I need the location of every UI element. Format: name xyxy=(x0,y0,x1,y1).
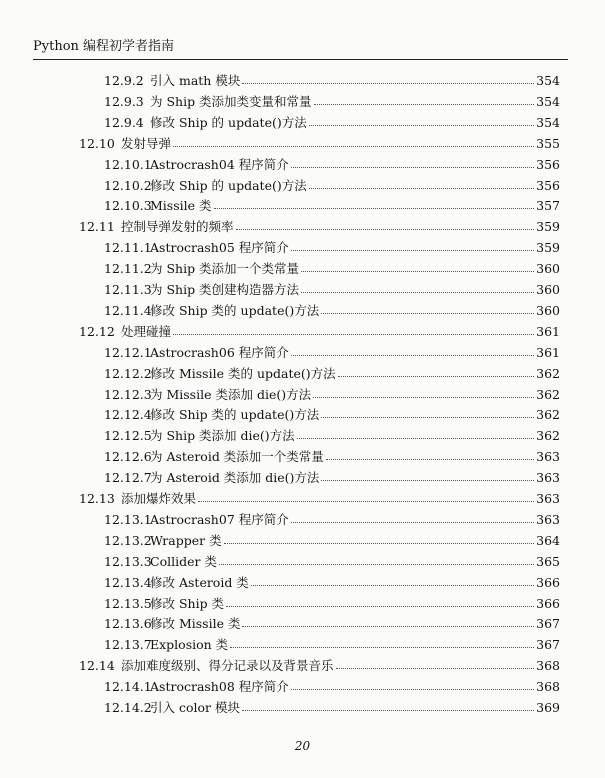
dot-leader xyxy=(226,605,534,607)
toc-entry-number: 12.12.3 xyxy=(104,386,152,402)
dot-leader xyxy=(242,709,534,711)
toc-entry-title: Explosion 类 xyxy=(150,637,229,653)
toc-subsection-entry xyxy=(104,277,560,297)
page-number: 20 xyxy=(294,739,311,753)
toc-subsection-entry xyxy=(104,507,560,527)
toc-entry-title: 修改 Ship 的 update()方法 xyxy=(150,177,307,193)
toc-entry-title: 为 Asteroid 类添加一个类常量 xyxy=(150,449,324,465)
toc-entry-number: 12.13.5 xyxy=(104,595,152,611)
dot-leader xyxy=(242,625,534,627)
dot-leader xyxy=(242,82,534,84)
toc-subsection-entry xyxy=(104,465,560,485)
toc-entry-title: 修改 Missile 类 xyxy=(150,616,241,632)
toc-entry-number: 12.12.4 xyxy=(104,407,152,423)
toc-entry-number: 12.11 xyxy=(79,219,115,235)
toc-entry-title: 修改 Asteroid 类 xyxy=(150,574,249,590)
toc-entry-page: 362 xyxy=(536,428,560,444)
toc-entry-number: 12.13.1 xyxy=(104,511,152,527)
dot-leader xyxy=(309,187,534,189)
toc-entry-page: 354 xyxy=(536,114,560,130)
toc-entry-page: 366 xyxy=(536,595,560,611)
toc-subsection-entry xyxy=(104,632,560,652)
dot-leader xyxy=(321,416,534,418)
dot-leader xyxy=(251,584,534,586)
toc-entry-title: 为 Ship 类添加一个类常量 xyxy=(150,261,300,277)
toc-entry-number: 12.13 xyxy=(79,491,115,506)
toc-entry-page: 365 xyxy=(536,553,560,569)
dot-leader xyxy=(291,354,534,356)
dot-leader xyxy=(338,375,535,377)
toc-entry-page: 354 xyxy=(536,73,560,88)
toc-entry-page: 359 xyxy=(536,240,560,256)
dot-leader xyxy=(291,166,534,168)
toc-entry-title: 引入 math 模块 xyxy=(150,73,241,88)
toc-entry-page: 361 xyxy=(536,323,560,339)
toc-entry-title: Missile 类 xyxy=(150,198,212,214)
toc-subsection-entry xyxy=(104,361,560,381)
running-header: Python 编程初学者指南 xyxy=(33,39,175,54)
toc-entry-title: Astrocrash04 程序简介 xyxy=(150,156,289,172)
toc-entry-title: 处理碰撞 xyxy=(121,323,172,339)
toc-subsection-entry xyxy=(104,256,560,276)
toc-subsection-entry xyxy=(104,570,560,590)
toc-entry-number: 12.13.2 xyxy=(104,532,152,548)
toc-entry-page: 363 xyxy=(536,491,560,506)
toc-entry-title: Astrocrash07 程序简介 xyxy=(150,511,289,527)
toc-entry-number: 12.11.4 xyxy=(104,302,152,318)
toc-entry-page: 360 xyxy=(536,302,560,318)
toc-entry-page: 356 xyxy=(536,177,560,193)
toc-entry-number: 12.14.2 xyxy=(104,700,152,715)
dot-leader xyxy=(291,521,534,523)
toc-entry-page: 367 xyxy=(536,637,560,653)
toc-entry-title: Collider 类 xyxy=(150,553,217,569)
toc-entry-number: 12.13.4 xyxy=(104,574,152,590)
header-rule xyxy=(33,59,568,60)
toc-subsection-entry xyxy=(104,402,560,422)
toc-entry-title: 修改 Ship 类的 update()方法 xyxy=(150,407,320,423)
toc-subsection-entry xyxy=(104,528,560,548)
toc-entry-title: 修改 Ship 类 xyxy=(150,595,225,611)
toc-entry-number: 12.11.1 xyxy=(104,240,152,256)
toc-entry-page: 363 xyxy=(536,511,560,527)
toc-section-entry xyxy=(79,319,560,339)
toc-subsection-entry xyxy=(104,549,560,569)
toc-entry-page: 368 xyxy=(536,679,560,695)
toc-entry-number: 12.13.7 xyxy=(104,637,152,653)
toc-entry-page: 363 xyxy=(536,470,560,486)
toc-entry-number: 12.12.6 xyxy=(104,449,152,465)
toc-entry-number: 12.9.4 xyxy=(104,114,144,130)
toc-entry-number: 12.10.3 xyxy=(104,198,152,214)
toc-entry-page: 368 xyxy=(536,658,560,674)
toc-subsection-entry xyxy=(104,611,560,631)
toc-subsection-entry xyxy=(104,423,560,443)
dot-leader xyxy=(321,312,534,314)
dot-leader xyxy=(230,646,534,648)
toc-subsection-entry xyxy=(104,695,560,715)
toc-entry-page: 354 xyxy=(536,93,560,109)
toc-subsection-entry xyxy=(104,235,560,255)
dot-leader xyxy=(173,333,534,335)
dot-leader xyxy=(301,291,534,293)
toc-entry-number: 12.11.3 xyxy=(104,282,152,297)
toc-subsection-entry xyxy=(104,89,560,109)
toc-entry-page: 360 xyxy=(536,282,560,297)
dot-leader xyxy=(309,124,534,126)
toc-subsection-entry xyxy=(104,340,560,360)
toc-entry-title: 为 Missile 类添加 die()方法 xyxy=(150,386,312,402)
toc-entry-number: 12.14.1 xyxy=(104,679,152,695)
toc-entry-number: 12.11.2 xyxy=(104,261,152,277)
dot-leader xyxy=(219,563,534,565)
toc-subsection-entry xyxy=(104,68,560,88)
toc-entry-number: 12.10.1 xyxy=(104,156,152,172)
dot-leader xyxy=(198,500,534,502)
toc-entry-title: Astrocrash05 程序简介 xyxy=(150,240,289,256)
toc-entry-page: 363 xyxy=(536,449,560,465)
toc-entry-page: 362 xyxy=(536,407,560,423)
dot-leader xyxy=(214,207,535,209)
toc-entry-number: 12.12.1 xyxy=(104,344,152,360)
toc-subsection-entry xyxy=(104,152,560,172)
toc-subsection-entry xyxy=(104,444,560,464)
toc-entry-page: 369 xyxy=(536,700,560,715)
toc-entry-page: 367 xyxy=(536,616,560,632)
toc-entry-number: 12.9.2 xyxy=(104,73,144,88)
toc-entry-number: 12.12.5 xyxy=(104,428,152,444)
toc-entry-number: 12.10 xyxy=(79,135,115,151)
dot-leader xyxy=(173,145,534,147)
toc-section-entry xyxy=(79,653,560,673)
toc-entry-page: 362 xyxy=(536,365,560,381)
toc-subsection-entry xyxy=(104,193,560,213)
toc-entry-title: Astrocrash06 程序简介 xyxy=(150,344,289,360)
toc-entry-number: 12.12 xyxy=(79,323,115,339)
dot-leader xyxy=(301,270,534,272)
toc-subsection-entry xyxy=(104,110,560,130)
toc-entry-title: 引入 color 模块 xyxy=(150,700,240,715)
toc-entry-number: 12.9.3 xyxy=(104,93,144,109)
dot-leader xyxy=(291,688,534,690)
toc-entry-title: 控制导弹发射的频率 xyxy=(121,219,234,235)
toc-entry-number: 12.10.2 xyxy=(104,177,152,193)
toc-entry-number: 12.12.7 xyxy=(104,470,152,486)
toc-entry-number: 12.13.3 xyxy=(104,553,152,569)
toc-entry-title: 添加爆炸效果 xyxy=(121,491,197,506)
toc-entry-title: 添加难度级别、得分记录以及背景音乐 xyxy=(121,658,334,674)
toc-entry-page: 362 xyxy=(536,386,560,402)
toc-entry-page: 366 xyxy=(536,574,560,590)
toc-subsection-entry xyxy=(104,173,560,193)
dot-leader xyxy=(313,396,534,398)
toc-subsection-entry xyxy=(104,674,560,694)
toc-subsection-entry xyxy=(104,298,560,318)
dot-leader xyxy=(326,458,534,460)
toc-entry-title: Wrapper 类 xyxy=(150,532,222,548)
toc-entry-number: 12.13.6 xyxy=(104,616,152,632)
toc-entry-title: 修改 Missile 类的 update()方法 xyxy=(150,365,336,381)
toc-entry-number: 12.12.2 xyxy=(104,365,152,381)
dot-leader xyxy=(321,479,534,481)
toc-entry-page: 364 xyxy=(536,532,560,548)
toc-entry-page: 357 xyxy=(536,198,560,214)
toc-entry-title: 修改 Ship 的 update()方法 xyxy=(150,114,307,130)
toc-entry-page: 361 xyxy=(536,344,560,360)
dot-leader xyxy=(224,542,535,544)
toc-entry-title: 为 Ship 类创建构造器方法 xyxy=(150,282,300,297)
toc-subsection-entry xyxy=(104,382,560,402)
toc-entry-page: 359 xyxy=(536,219,560,235)
dot-leader xyxy=(314,103,535,105)
dot-leader xyxy=(336,667,535,669)
toc-section-entry xyxy=(79,131,560,151)
toc-subsection-entry xyxy=(104,591,560,611)
dot-leader xyxy=(291,249,534,251)
toc-section-entry xyxy=(79,214,560,234)
toc-entry-title: 发射导弹 xyxy=(121,135,172,151)
toc-entry-page: 355 xyxy=(536,135,560,151)
toc-entry-number: 12.14 xyxy=(79,658,115,674)
toc-entry-title: Astrocrash08 程序简介 xyxy=(150,679,289,695)
toc-entry-title: 为 Asteroid 类添加 die()方法 xyxy=(150,470,320,486)
toc-entry-title: 为 Ship 类添加类变量和常量 xyxy=(150,93,312,109)
toc-section-entry xyxy=(79,486,560,506)
toc-entry-page: 360 xyxy=(536,261,560,277)
toc-entry-title: 修改 Ship 类的 update()方法 xyxy=(150,302,320,318)
toc-entry-page: 356 xyxy=(536,156,560,172)
toc-entry-title: 为 Ship 类添加 die()方法 xyxy=(150,428,295,444)
dot-leader xyxy=(236,228,535,230)
dot-leader xyxy=(297,437,534,439)
